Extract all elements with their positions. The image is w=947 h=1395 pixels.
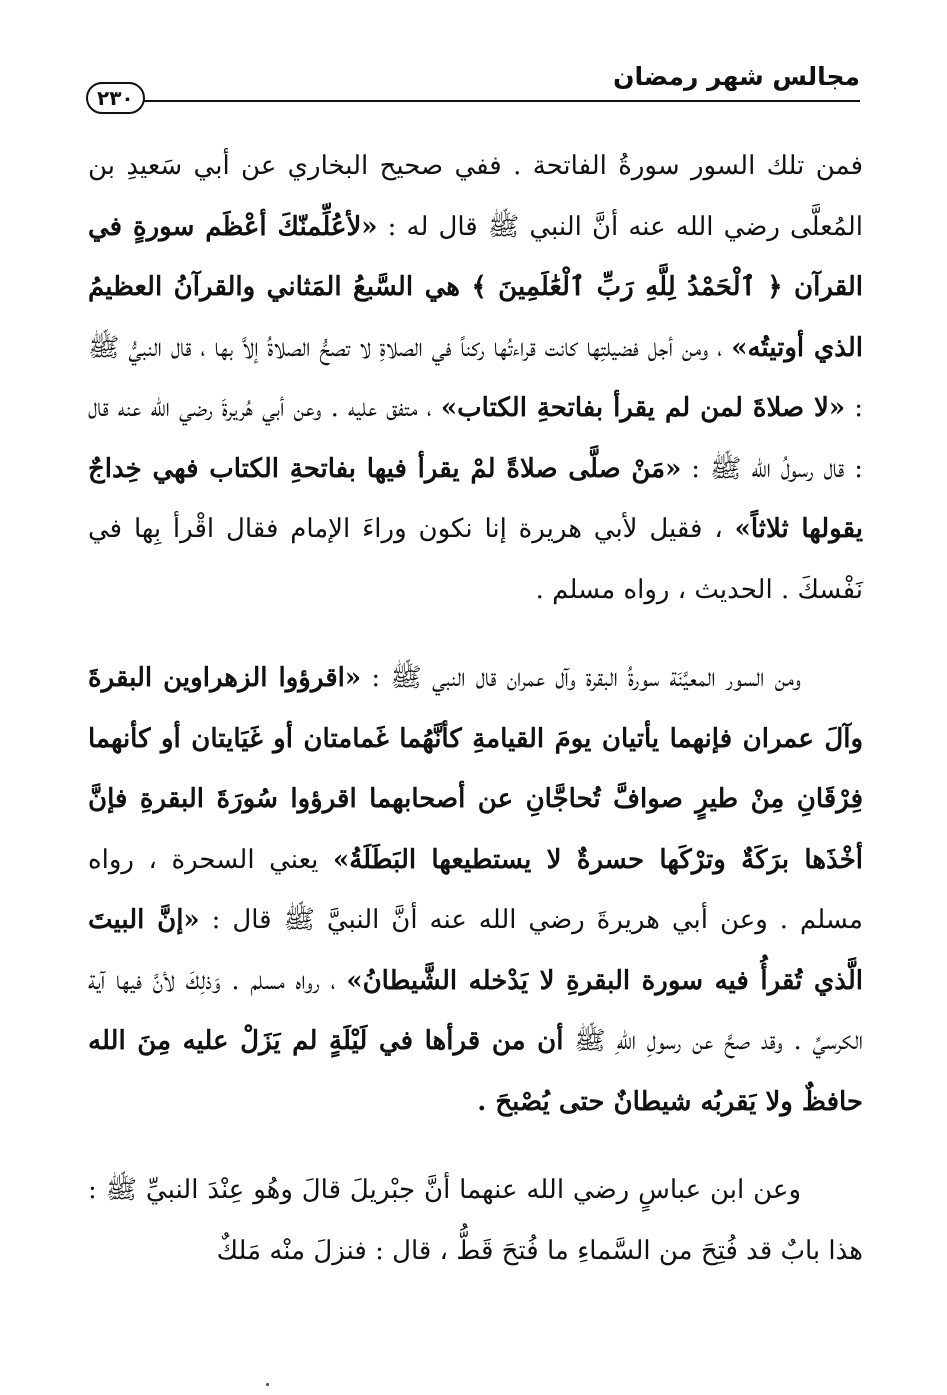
text-segment: وعن ابن عباسٍ رضي الله عنهما أنَّ جبْريلَ قالَ وهُو عِنْدَ النبيِّ ﷺ : هذا بابٌ قد فُتِحَ من السَّماءِ ما فُتحَ قَطُّ ، قال : فنزلَ منْه مَلكٌ (88, 1175, 863, 1266)
running-header (88, 58, 860, 110)
page-body (88, 136, 863, 1281)
text-segment: فمن تلك السور سورةُ الفاتحة . ففي صحيح البخاري عن أبي سَعيدِ بن المُعلَّى رضي الله عنه أنَّ النبي ﷺ قال له : (88, 151, 863, 242)
hadith-quote: «لأعُلِّمنّكَ أعْظَم سورةٍ في القرآن ﴿ ٱلْحَمْدُ لِلَّهِ رَبِّ ٱلْعَٰلَمِينَ ﴾ هي السَّبعُ المَثاني والقرآنُ العظيمُ الذي أوتيتُه» (88, 211, 863, 363)
text-segment: ومن السور المعيَّنَة سورةُ البقرة وآل عمران قال النبي ﷺ : (361, 663, 801, 693)
header-rule (88, 100, 860, 102)
text-segment: ، فقيل لأبي هريرة إنا نكون وراءَ الإمام فقال اقْرأ بِها في نَفْسكَ . الحديث ، رواه مسلم . (88, 514, 863, 605)
text-segment: يعني السحرة ، رواه مسلم . وعن أبي هريرةَ رضي الله عنه أنَّ النبيَّ ﷺ قال : (88, 844, 863, 935)
hadith-quote: «اقرؤوا الزهراوين البقرةَ وآلَ عمران فإنهما يأتيان يومَ القيامةِ كأنَّهُما غَمامتان أو غَيَايتان أو كأنهما فِرْقَانِ مِنْ طيرٍ صوافَّ تُحاجَّانِ عن أصحابهما اقرؤوا سُورَةَ البقرةِ فإنَّ أخْذَها برَكَةٌ وترْكَها حسرةٌ لا يستطيعها البَطَلَةُ» (88, 663, 863, 875)
hadith-quote: أن من قرأها في لَيْلَةٍ لم يَزَلْ عليه مِنَ الله حافظٌ ولا يَقربُه شيطانٌ حتى يُصْبحَ . (88, 1026, 863, 1117)
text-segment: ، متفق عليه . وعن أبي هُريرةَ رضي الله عنه قال : قال رسولُ الله ﷺ : (88, 393, 863, 484)
hadith-quote: «لا صلاةَ لمن لم يقرأ بفاتحةِ الكتاب» (440, 393, 846, 423)
text-segment: ، ومن أجل فضيلتِها كانت قراءتُها ركناً في الصلاةِ لا تصحُّ الصلاةُ إلاَّ بها ، قال النبيُّ ﷺ : (88, 332, 863, 423)
paragraph-baqarah (88, 648, 863, 1132)
page-number: ٢٣٠ (86, 82, 145, 114)
print-speck (266, 1383, 269, 1386)
paragraph-fatiha (88, 136, 863, 620)
hadith-quote: «مَنْ صلَّى صلاةً لمْ يقرأ فيها بفاتحةِ الكتاب فهي خِداجٌ يقولها ثلاثاً» (88, 453, 864, 544)
paragraph-ibn-abbas (88, 1160, 863, 1281)
text-segment: ، رواه مسلم . وَذلِكَ لأنَّ فيها آية الكرسيِّ . وقد صحَّ عن رسولِ اللهِ ﷺ (88, 965, 863, 1056)
hadith-quote: «إنَّ البيتَ الَّذي تُقرأُ فيه سورة البقرةِ لا يَدْخله الشَّيطانُ» (88, 905, 863, 996)
running-header-title: مجالس شهر رمضان (613, 62, 860, 91)
